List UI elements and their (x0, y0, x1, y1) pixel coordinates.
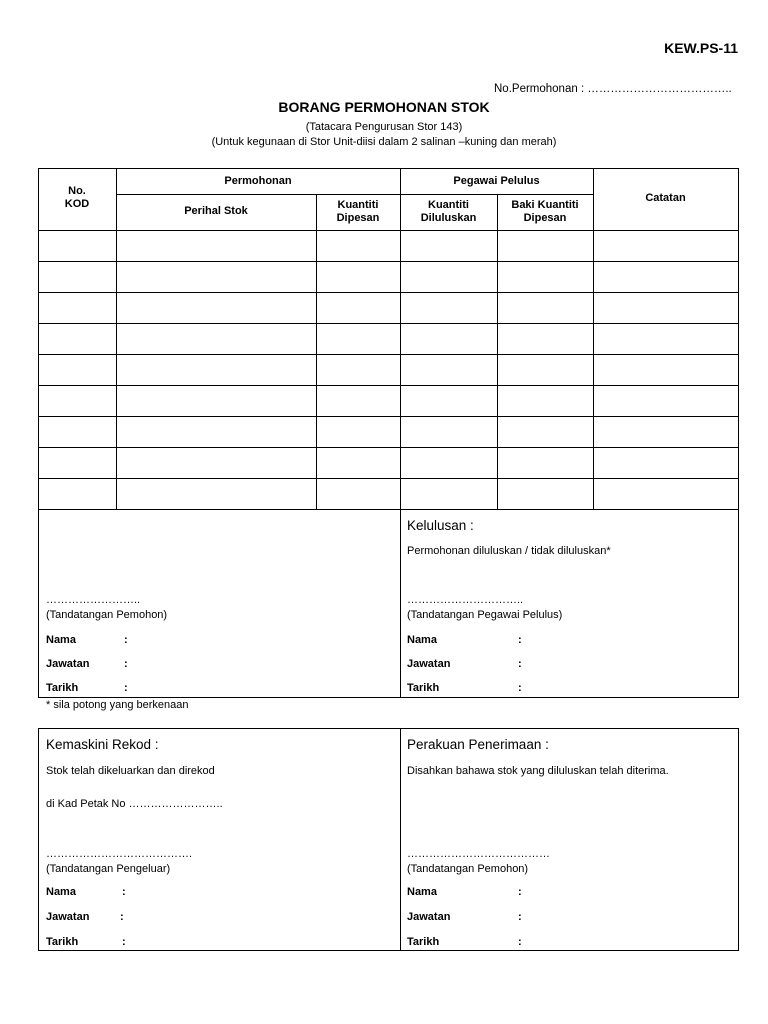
applicant-signature-line[interactable]: …………………….. (46, 594, 141, 606)
issuer-signature-label: (Tandatangan Pengeluar) (46, 863, 171, 875)
header-kuantiti-diluluskan: Kuantiti Diluluskan (420, 199, 477, 224)
approval-status-text: Permohonan diluluskan / tidak diluluskan* (407, 545, 611, 557)
approver-nama-label: Nama (407, 634, 437, 646)
applicant-tarikh-colon: : (124, 682, 128, 694)
receiver-nama-colon: : (518, 886, 522, 898)
application-number-label: No.Permohonan : (494, 83, 585, 95)
applicant-tarikh-label: Tarikh (46, 682, 79, 694)
record-update-text: Stok telah dikeluarkan dan direkod (46, 765, 215, 777)
applicant-nama-label: Nama (46, 634, 76, 646)
approver-nama-colon: : (518, 634, 522, 646)
receiver-tarikh-colon: : (518, 936, 522, 948)
issuer-jawatan-colon: : (120, 911, 124, 923)
header-permohonan: Permohonan (224, 175, 292, 187)
header-perihal-stok: Perihal Stok (184, 205, 248, 217)
header-pegawai-pelulus: Pegawai Pelulus (453, 175, 540, 187)
form-subtitle-procedure: (Tatacara Pengurusan Stor 143) (305, 121, 463, 133)
record-receipt-border (39, 729, 739, 951)
applicant-jawatan-colon: : (124, 658, 128, 670)
applicant-signature-label: (Tandatangan Pemohon) (46, 609, 168, 621)
receiver-signature-line[interactable]: ………………………………… (407, 848, 550, 860)
header-kod-label: KOD (64, 198, 90, 210)
receiver-nama-label: Nama (407, 886, 437, 898)
header-kuantiti-dipesan: Kuantiti Dipesan (336, 199, 380, 224)
receiver-tarikh-label: Tarikh (407, 936, 440, 948)
receiver-signature-label: (Tandatangan Pemohon) (407, 863, 529, 875)
form-code: KEW.PS-11 (664, 40, 738, 56)
issuer-nama-colon: : (122, 886, 126, 898)
form-title: BORANG PERMOHONAN STOK (278, 99, 490, 115)
issuer-nama-label: Nama (46, 886, 76, 898)
issuer-jawatan-label: Jawatan (46, 911, 90, 923)
header-catatan: Catatan (645, 192, 686, 204)
application-number-field[interactable]: ……………………………….. (587, 83, 732, 95)
header-baki-kuantiti: Baki Kuantiti Dipesan (511, 199, 579, 224)
approver-signature-line[interactable]: ………………………….. (407, 594, 524, 606)
receipt-title: Perakuan Penerimaan : (407, 737, 549, 752)
approver-jawatan-label: Jawatan (407, 658, 451, 670)
applicant-nama-colon: : (124, 634, 128, 646)
applicant-jawatan-label: Jawatan (46, 658, 90, 670)
header-no-kod (38, 185, 116, 198)
header-no-label: No. (68, 185, 86, 197)
bin-card-number-line[interactable]: di Kad Petak No …………………….. (46, 798, 223, 810)
approver-tarikh-colon: : (518, 682, 522, 694)
approver-jawatan-colon: : (518, 658, 522, 670)
issuer-signature-line[interactable]: …………………………………. (46, 848, 193, 860)
receiver-jawatan-colon: : (518, 911, 522, 923)
issuer-tarikh-label: Tarikh (46, 936, 79, 948)
record-update-title: Kemaskini Rekod : (46, 737, 159, 752)
approval-title: Kelulusan : (407, 518, 474, 533)
issuer-tarikh-colon: : (122, 936, 126, 948)
receiver-jawatan-label: Jawatan (407, 911, 451, 923)
receipt-text: Disahkan bahawa stok yang diluluskan telah diterima. (407, 765, 669, 777)
form-subtitle-usage: (Untuk kegunaan di Stor Unit-diisi dalam 2 salinan –kuning dan merah) (211, 136, 557, 148)
footnote: * sila potong yang berkenaan (46, 699, 189, 711)
approver-tarikh-label: Tarikh (407, 682, 440, 694)
approver-signature-label: (Tandatangan Pegawai Pelulus) (407, 609, 563, 621)
